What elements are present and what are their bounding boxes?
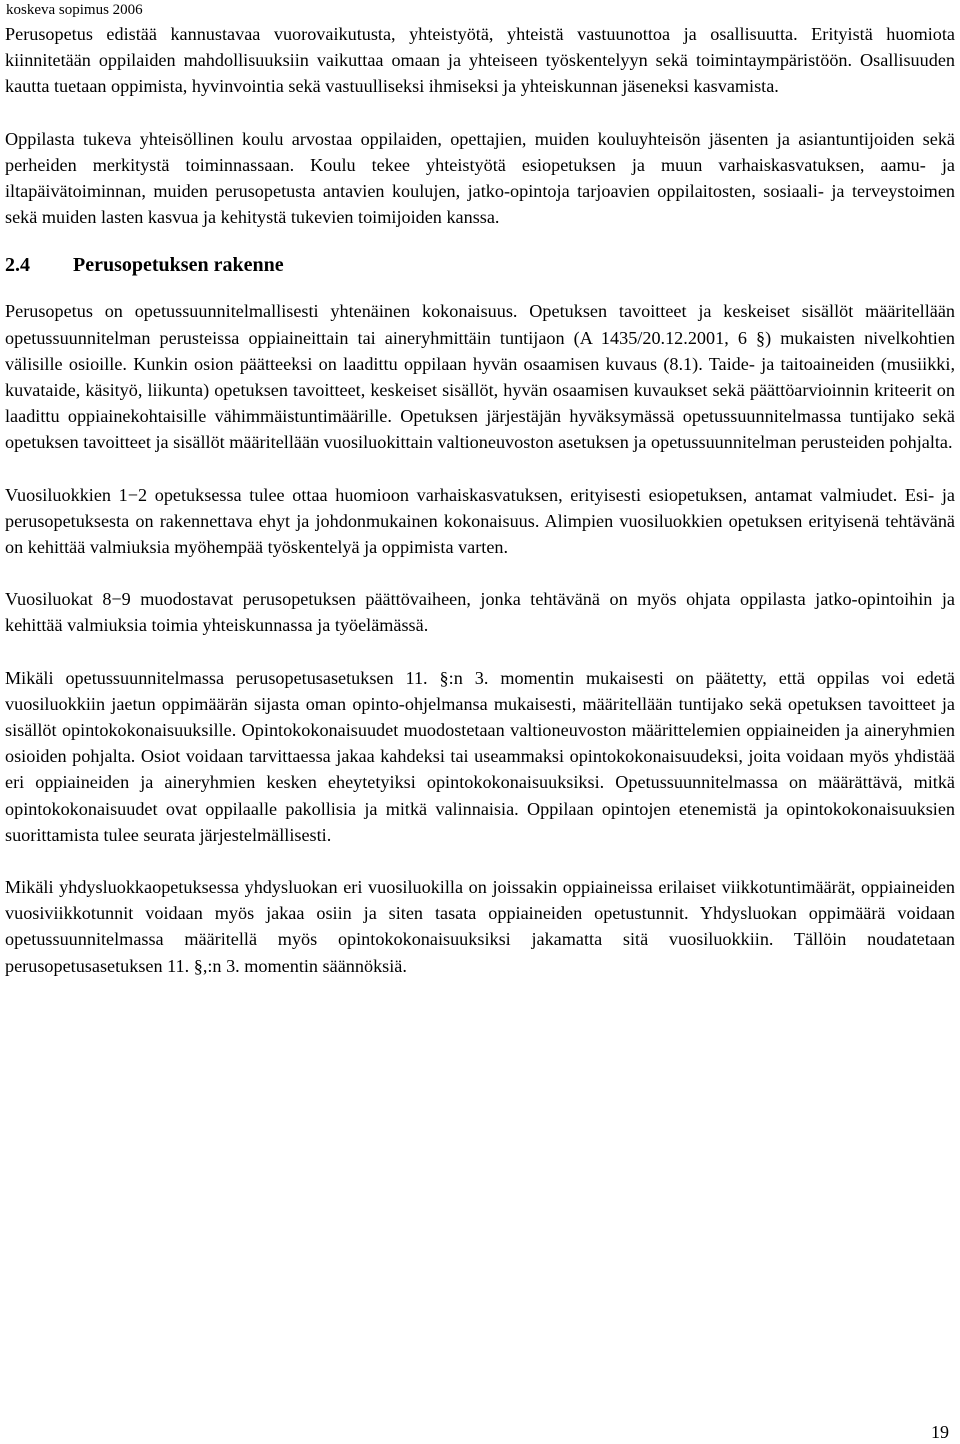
header-note: koskeva sopimus 2006: [6, 2, 143, 18]
paragraph-structure: Perusopetus on opetussuunnitelmallisesti yhtenäinen kokonaisuus. Opetuksen tavoitteet ja keskeiset sisällöt määritellään opetussuunnitelman perusteissa oppiaineittain tai aineryhmittäin tuntijaon (A 1435/20.12.2001, 6 §) mukaisten nivelkohtien välisille osioille. Kunkin osion päätteeksi on laadittu oppilaan hyvän osaamisen kuvaus (8.1). Taide- ja taitoaineiden (musiikki, kuvataide, käsityö, liikunta) opetuksen tavoitteet, keskeiset sisällöt, hyvän osaamisen kuvaukset sekä päättöarvioinnin kriteerit on laadittu oppiainekohtaisille vähimmäistuntimäärille. Opetuksen järjestäjän hyväksymässä opetussuunnitelmassa tuntijako sekä opetuksen tavoitteet ja sisällöt määritellään vuosiluokittain valtioneuvoston asetuksen ja opetussuunnitelman perusteiden pohjalta.: [5, 301, 955, 453]
paragraph-grades-1-2: Vuosiluokkien 1−2 opetuksessa tulee ottaa huomioon varhaiskasvatuksen, erityisesti esiopetuksen, antamat valmiudet. Esi- ja perusopetuksesta on rakennettava ehyt ja johdonmukainen kokonaisuus. Alimpien vuosiluokkien opetuksen erityisenä tehtävänä on kehittää valmiuksia myöhempää työskentelyä ja oppimista varten.: [5, 484, 955, 558]
paragraph-combined-class: Mikäli yhdysluokkaopetuksessa yhdysluokan eri vuosiluokilla on joissakin oppiaineissa erilaiset viikkotuntimäärät, oppiaineiden vuosiviikkotunnit voidaan myös jakaa osiin ja siten tasata oppiaineiden opetustunnit. Yhdysluokan oppimäärä voidaan opetussuunnitelmassa määritellä myös opintokokonaisuuksiksi jakamatta sitä vuosiluokkiin. Tällöin noudatetaan perusopetusasetuksen 11. §,:n 3. momentin säännöksiä.: [5, 877, 955, 976]
section-heading: [5, 252, 955, 278]
paragraph-grades-8-9: Vuosiluokat 8−9 muodostavat perusopetuksen päättövaiheen, jonka tehtävänä on myös ohjata oppilasta jatko-opintoihin ja kehittää valmiuksia toimia yhteiskunnassa ja työelämässä.: [5, 589, 955, 636]
paragraph-community-school: Oppilasta tukeva yhteisöllinen koulu arvostaa oppilaiden, opettajien, muiden kouluyhteisön jäsenten ja asiantuntijoiden sekä perheiden merkitystä toiminnassaan. Koulu tekee yhteistyötä esiopetuksen ja muun varhaiskasvatuksen, aamu- ja iltapäivätoiminnan, muiden perusopetusta antavien koulujen, jatko-opintoja tarjoavien oppilaitosten, sosiaali- ja terveystoimen sekä muiden lasten kasvua ja kehitystä tukevien toimijoiden kanssa.: [5, 128, 955, 228]
paragraph-study-programme: Mikäli opetussuunnitelmassa perusopetusasetuksen 11. §:n 3. momentin mukaisesti on päätetty, että oppilas voi edetä vuosiluokkiin jaetun oppimäärän sijasta oman opinto-ohjelmansa mukaisesti, määritellään tuntijako sekä opetuksen tavoitteet ja sisällöt opintokokonaisuuksille. Opintokokonaisuudet muodostetaan valtioneuvoston määrittelemien oppiaineiden ja aineryhmien osioiden pohjalta. Osiot voidaan tarvittaessa jakaa kahdeksi tai useammaksi opintokokonaisuudeksi, joita voidaan myös yhdistää eri oppiaineiden ja aineryhmien kesken eheytetyiksi opintokokonaisuuksiksi. Opetussuunnitelmassa on määrättävä, mitkä opintokokonaisuudet ovat oppilaalle pakollisia ja mitkä valinnaisia. Oppilaan opintojen etenemistä ja opintokokonaisuuksien suorittamista tulee seurata järjestelmällisesti.: [5, 667, 955, 845]
document-body: [5, 21, 955, 979]
page-number: 19: [931, 1422, 949, 1442]
section-number: 2.4: [5, 254, 30, 277]
section-title: Perusopetuksen rakenne: [73, 254, 284, 277]
paragraph-participation: Perusopetus edistää kannustavaa vuorovaikutusta, yhteistyötä, yhteistä vastuunottoa ja osallisuutta. Erityistä huomiota kiinnitetään oppilaiden mahdollisuuksiin vaikuttaa omaan ja yhteiseen työskentelyyn sekä toimintaympäristöön. Osallisuuden kautta tuetaan oppimista, hyvinvointia sekä vastuulliseksi ihmiseksi ja yhteiskunnan jäseneksi kasvamista.: [5, 24, 955, 97]
